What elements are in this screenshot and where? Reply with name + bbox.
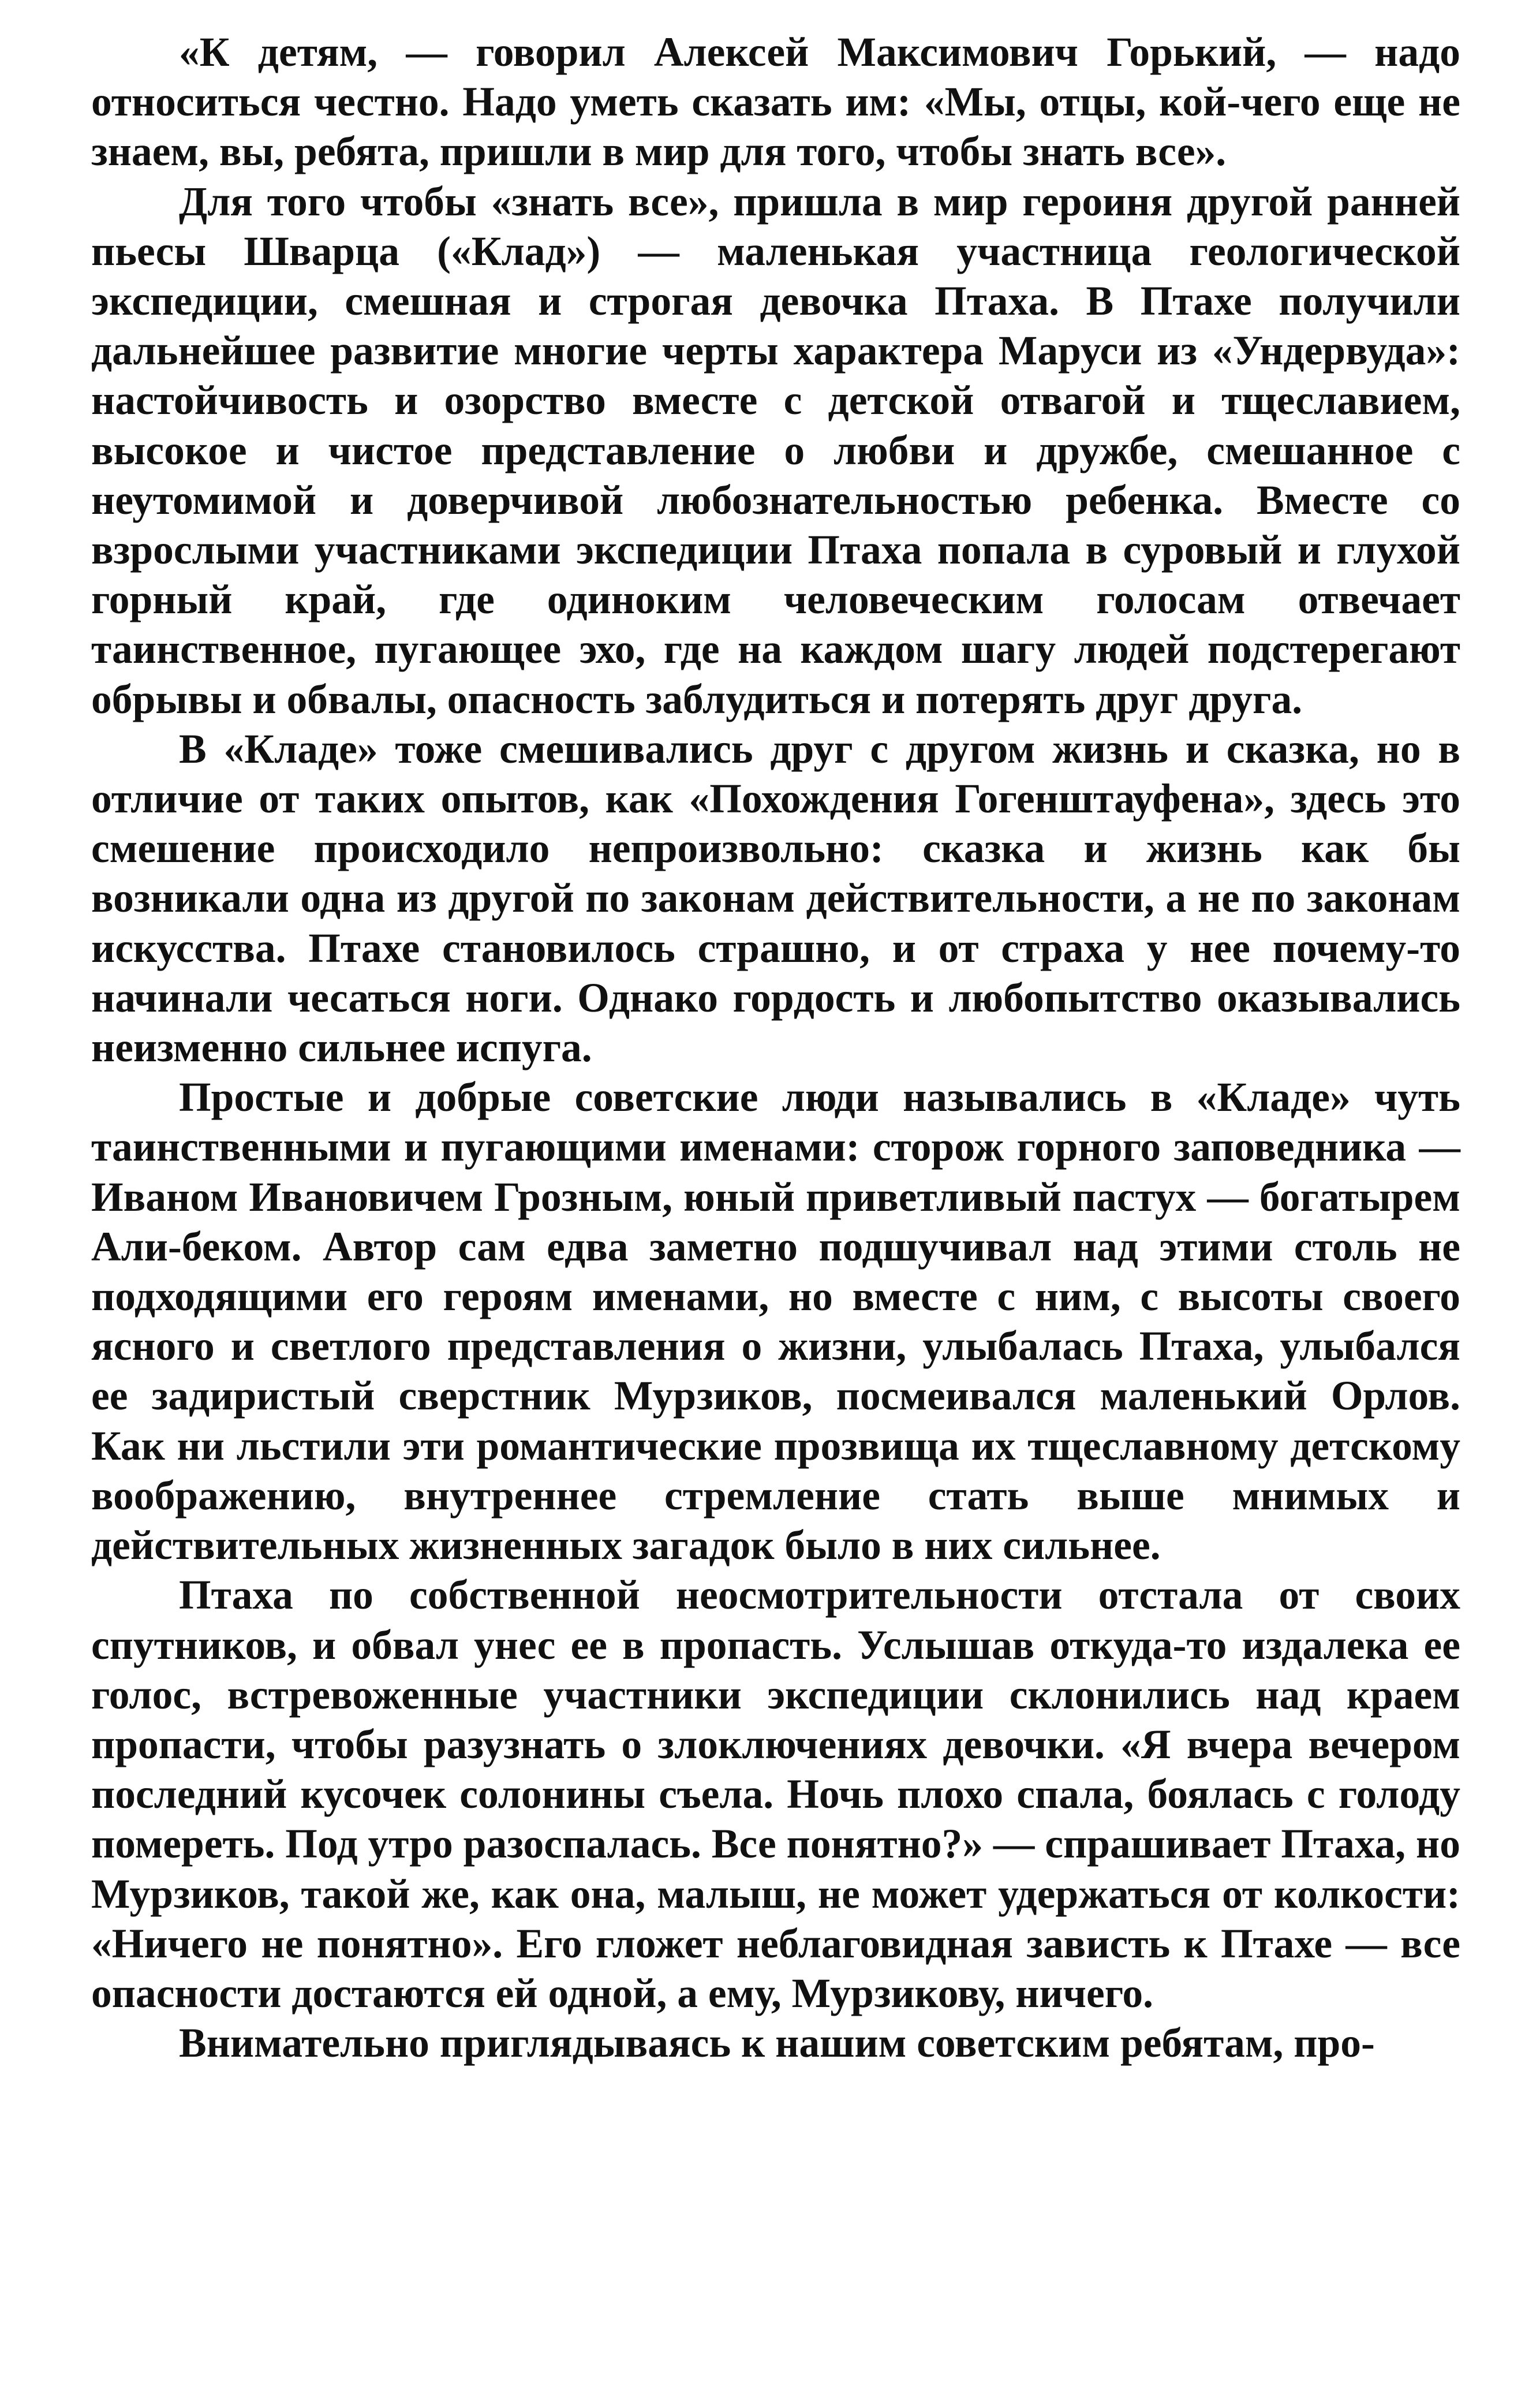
paragraph-6: Внимательно приглядываясь к нашим советским ребятам, про-	[179, 2020, 1375, 2066]
paragraph-2: Для того чтобы «знать все», пришла в мир героиня другой ранней пьесы Шварца («Клад») — маленькая участница геологической экспедиции, смешная и строгая девочка Птаха. В Птахе получили дальнейшее развитие многие черты характера Маруси из «Ундервуда»: настойчивость и озорство вместе с детской отвагой и тщеславием, высокое и чистое представление о любви и дружбе, смешанное с неутомимой и доверчивой любознательностью ребенка. Вместе со взрослыми участниками экспедиции Птаха попала в суровый и глухой горный край, где одиноким человеческим голосам отвечает таинственное, пугающее эхо, где на каждом шагу людей подстерегают обрывы и обвалы, опасность заблудиться и потерять друг друга.	[91, 178, 1460, 722]
paragraph-4: Простые и добрые советские люди назывались в «Кладе» чуть таинственными и пугающими именами: сторож горного заповедника — Иваном Ивановичем Грозным, юный приветливый пастух — богатырем Али-беком. Автор сам едва заметно подшучивал над этими столь не подходящими его героям именами, но вместе с ним, с высоты своего ясного и светлого представления о жизни, улыбалась Птаха, улыбался ее задиристый сверстник Мурзиков, посмеивался маленький Орлов. Как ни льстили эти романтические прозвища их тщеславному детскому воображению, внутреннее стремление стать выше мнимых и действительных жизненных загадок было в них сильнее.	[91, 1075, 1460, 1569]
paragraph-5: Птаха по собственной неосмотрительности отстала от своих спутников, и обвал унес ее в пропасть. Услышав откуда-то издалека ее голос, встревоженные участники экспедиции склонились над краем пропасти, чтобы разузнать о злоключениях девочки. «Я вчера вечером последний кусочек солонины съела. Ночь плохо спала, боялась с голоду помереть. Под утро разоспалась. Все понятно?» — спрашивает Птаха, но Мурзиков, такой же, как она, малыш, не может удержаться от колкости: «Ничего не понятно». Его гложет неблаговидная зависть к Птахе — все опасности достаются ей одной, а ему, Мурзикову, ничего.	[91, 1572, 1460, 2016]
paragraph-3: В «Кладе» тоже смешивались друг с другом жизнь и сказка, но в отличие от таких опытов, как «Похождения Гогенштауфена», здесь это смешение происходило непроизвольно: сказка и жизнь как бы возникали одна из другой по законам действительности, а не по законам искусства. Птахе становилось страшно, и от страха у нее почему-то начинали чесаться ноги. Однако гордость и любопытство оказывались неизменно сильнее испуга.	[91, 726, 1460, 1071]
book-page	[91, 28, 1460, 2068]
paragraph-1: «К детям, — говорил Алексей Максимович Горький, — надо относиться честно. Надо уметь сказать им: «Мы, отцы, кой-чего еще не знаем, вы, ребята, пришли в мир для того, чтобы знать все».	[91, 29, 1460, 175]
